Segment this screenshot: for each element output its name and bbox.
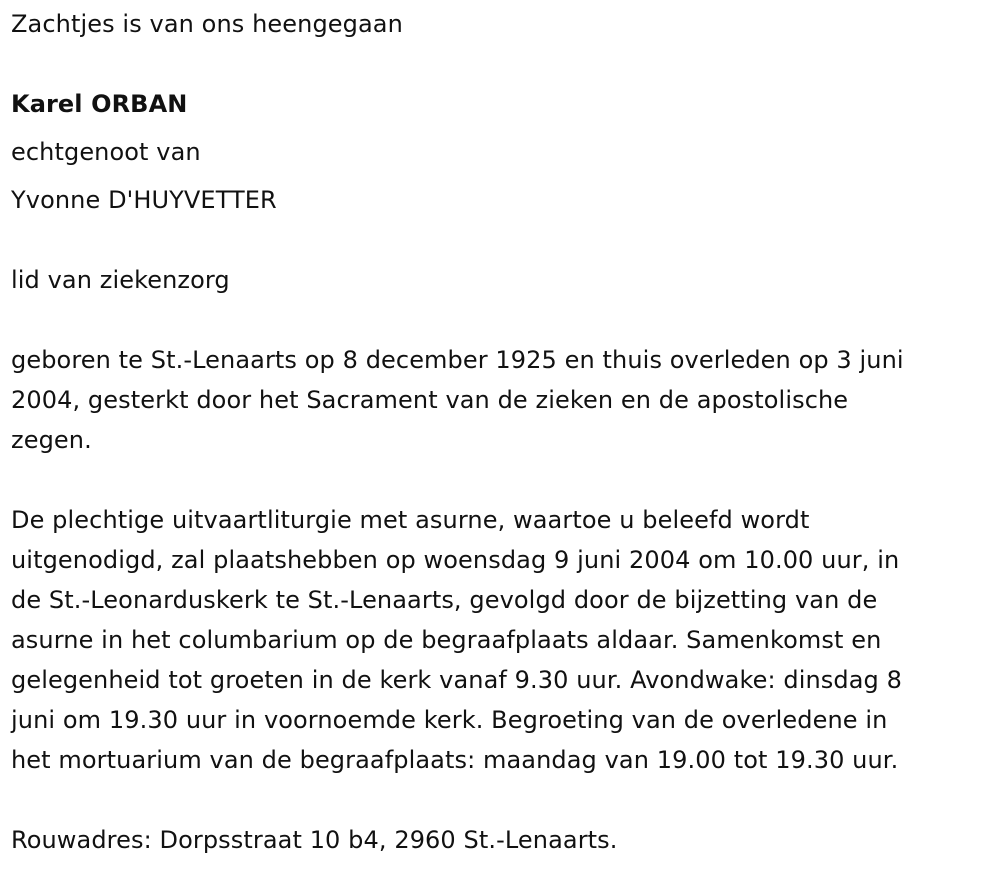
funeral-info-line: asurne in het columbarium op de begraafplaats aldaar. Samenkomst en	[11, 626, 882, 654]
birth-death-line: geboren te St.-Lenaarts op 8 december 1925 en thuis overleden op 3 juni	[11, 346, 904, 374]
intro-text: Zachtjes is van ons heengegaan	[11, 10, 403, 38]
funeral-info-line: de St.-Leonarduskerk te St.-Lenaarts, gevolgd door de bijzetting van de	[11, 586, 878, 614]
funeral-info-line: uitgenodigd, zal plaatshebben op woensdag 9 juni 2004 om 10.00 uur, in	[11, 546, 900, 574]
birth-death-line: zegen.	[11, 426, 92, 454]
funeral-info-line: De plechtige uitvaartliturgie met asurne, waartoe u beleefd wordt	[11, 506, 810, 534]
birth-death-line: 2004, gesterkt door het Sacrament van de zieken en de apostolische	[11, 386, 849, 414]
deceased-name: Karel ORBAN	[11, 90, 188, 118]
spouse-name: Yvonne D'HUYVETTER	[11, 186, 277, 214]
mourning-address: Rouwadres: Dorpsstraat 10 b4, 2960 St.-Lenaarts.	[11, 826, 618, 854]
funeral-info-line: het mortuarium van de begraafplaats: maandag van 19.00 tot 19.30 uur.	[11, 746, 899, 774]
membership-text: lid van ziekenzorg	[11, 266, 230, 294]
funeral-info-line: juni om 19.30 uur in voornoemde kerk. Begroeting van de overledene in	[11, 706, 888, 734]
funeral-info-line: gelegenheid tot groeten in de kerk vanaf 9.30 uur. Avondwake: dinsdag 8	[11, 666, 902, 694]
relation-label: echtgenoot van	[11, 138, 201, 166]
